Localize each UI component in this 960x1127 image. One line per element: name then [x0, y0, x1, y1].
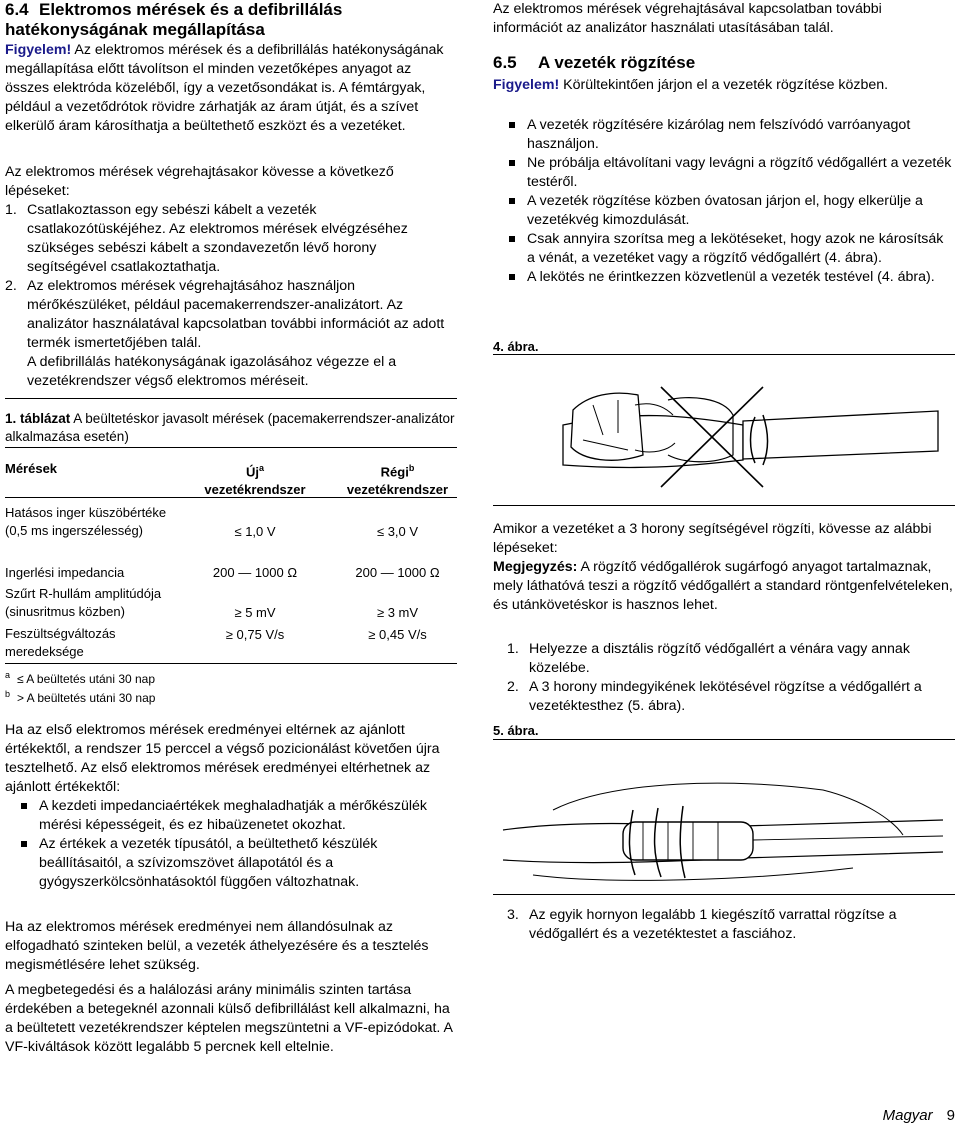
bullet-text: Ne próbálja eltávolítani vagy levágni a rögzítő védőgallért a vezeték testéről.: [527, 155, 952, 190]
row-old-value: [335, 522, 460, 541]
row-old: 0,45 V/s: [379, 627, 427, 642]
table-caption-label: 1. táblázat: [5, 411, 71, 426]
table-footnotes: [5, 668, 457, 706]
row-old-value: [335, 603, 460, 622]
row-sym: ≥: [376, 605, 385, 620]
step-number: 1.: [5, 202, 17, 218]
step-item: [507, 640, 955, 678]
step-3: [507, 906, 955, 944]
table-divider: [5, 398, 457, 399]
bullet-square-icon: [509, 160, 515, 166]
step-item: [5, 277, 457, 391]
bullet-item: [493, 154, 955, 192]
page-number: 9: [946, 1107, 955, 1124]
header-new-label: Új: [245, 464, 259, 480]
footnote-text: ≤ A beültetés utáni 30 nap: [17, 672, 156, 686]
header-old-lead: [335, 459, 460, 499]
figure-4: [493, 354, 955, 506]
note-text: A rögzítő védőgallérok sugárfogó anyagot tartalmaznak, mely láthatóvá teszi a rögzítő védőgallért a standard röntgenfelvételeken, és utánkövetéskor is hasznos lehet.: [493, 559, 953, 613]
right-warning: [493, 76, 955, 95]
footer-language: Magyar: [882, 1107, 933, 1124]
row-sym: ≤: [234, 524, 242, 539]
fixation-steps-list: [507, 640, 955, 716]
bullet-text: Az értékek a vezeték típusától, a beültethető készülék beállításaitól, a szívizomszövet állapotától és a gyógyszerkölcsönhatásoktól függően változhatnak.: [39, 836, 378, 890]
row-label: Hatásos inger küszöbértéke (0,5 ms ingerszélesség): [5, 505, 167, 538]
row-new-value: [195, 603, 315, 622]
row-old: 3,0 V: [387, 524, 419, 539]
bullet-text: A vezeték rögzítése közben óvatosan járjon el, hogy elkerülje a vezetékvég kimozdulását.: [527, 193, 923, 228]
row-label: Szűrt R-hullám amplitúdója (sinusritmus közben): [5, 586, 162, 619]
warning-label: Figyelem!: [493, 77, 560, 93]
para-measurement-deviation: Ha az első elektromos mérések eredményei eltérnek az ajánlott értékektől, a rendszer 15 perccel a végső pozicionálást követően újra tesztelhető. Az első elektromos mérések eredményei eltérhetnek az ajánlott értékektől:: [5, 722, 440, 795]
row-new: 0,75 V/s: [236, 627, 285, 642]
header-measurements: Mérések: [5, 461, 58, 476]
figure-4-illustration: [493, 355, 955, 505]
bullet-square-icon: [509, 122, 515, 128]
note-paragraph: [493, 558, 955, 615]
bullet-square-icon: [509, 236, 515, 242]
step-text: A 3 horony mindegyikének lekötésével rögzítse a védőgallért a vezetéktesthez (5. ábra).: [529, 679, 922, 714]
step-item: [507, 906, 955, 944]
steps-list: [5, 201, 457, 391]
section-title: A vezeték rögzítése: [538, 53, 696, 72]
step-number: 3.: [507, 907, 519, 923]
right-top-paragraph: Az elektromos mérések végrehajtásával kapcsolatban további információt az analizátor használati utasításában talál.: [493, 1, 882, 36]
bullet-square-icon: [509, 198, 515, 204]
table-bottom-rule: [5, 663, 457, 664]
row-label: Ingerlési impedancia: [5, 565, 125, 580]
row-old: 3 mV: [387, 605, 419, 620]
section-number: 6.5: [493, 53, 517, 72]
bullet-text: A vezeték rögzítésére kizárólag nem felszívódó varróanyagot használjon.: [527, 117, 911, 152]
step-number: 2.: [507, 679, 519, 695]
row-sym: ≤: [376, 524, 385, 539]
header-old-label: Régi: [380, 464, 409, 480]
footnote-mark: a: [5, 670, 11, 680]
warning-label: Figyelem!: [5, 42, 72, 58]
footnote: [5, 668, 457, 687]
row-old-value: [335, 625, 460, 644]
header-new-lead: [195, 459, 315, 499]
bullet-square-icon: [509, 274, 515, 280]
row-sym: ≥: [225, 627, 233, 642]
step-extra: A defibrillálás hatékonyságának igazolásához végezze el a vezetékrendszer végső elektromos méréseit.: [27, 354, 397, 389]
figure-5-label: 5. ábra.: [493, 723, 539, 738]
table-caption-text: A beültetéskor javasolt mérések (pacemakerrendszer-analizátor alkalmazása esetén): [5, 411, 455, 444]
row-new: 200 — 1000 Ω: [212, 565, 298, 580]
bullet-text: A kezdeti impedanciaértékek meghaladhatják a mérőkészülék mérési képességeit, és ez hibaüzenetet okozhat.: [39, 798, 428, 833]
warning-paragraph: [5, 41, 457, 136]
figure-4-label: 4. ábra.: [493, 339, 539, 354]
section-heading-6-4: [5, 0, 457, 40]
footnote-text: > A beültetés utáni 30 nap: [17, 691, 156, 705]
fixation-bullets: [493, 116, 955, 287]
row-label: Feszültségváltozás meredeksége: [5, 626, 116, 659]
table-top-rule: [5, 447, 457, 448]
bullet-item: [5, 797, 457, 835]
step-extra: Az elektromos mérések elvégzéséhez szükséges sebészi kábelt a szondavezetőn lévő horony segítségével csatlakoztathatja.: [27, 221, 408, 275]
bullet-square-icon: [21, 803, 27, 809]
bullet-item: [493, 230, 955, 268]
row-sym: ≥: [234, 605, 242, 620]
para-fixation-steps: Amikor a vezetéket a 3 horony segítségével rögzíti, kövesse az alábbi lépéseket:: [493, 521, 932, 556]
step-text: Az egyik hornyon legalább 1 kiegészítő varrattal rögzítse a védőgallért és a vezetéktestet a fasciához.: [529, 907, 897, 942]
step-item: [5, 201, 457, 277]
row-new-value: [195, 625, 315, 644]
section-title-line1: Elektromos mérések és a defibrillálás: [39, 0, 343, 19]
bullet-item: [493, 116, 955, 154]
header-new-sub: vezetékrendszer: [204, 482, 306, 498]
header-new-sup: a: [258, 463, 264, 473]
header-old-sup: b: [408, 463, 415, 473]
row-new-value: [195, 522, 315, 541]
step-item: [507, 678, 955, 716]
step-number: 2.: [5, 278, 17, 294]
bullet-item: [493, 192, 955, 230]
warning-text-2: A fémtárgyak, például a vezetődrótok rövidre zárhatják az áram útját, és a szívet elkerülő áram károsíthatja a beültethető eszközt és a vezetéket.: [5, 80, 426, 134]
bullet-text: A lekötés ne érintkezzen közvetlenül a vezeték testével (4. ábra).: [527, 269, 935, 285]
step-text: Csatlakoztasson egy sebészi kábelt a vezeték csatlakozótüskéjéhez.: [27, 202, 317, 237]
para-defibrillation: A megbetegedési és a halálozási arány minimális szinten tartása érdekében a betegeknél azonnali külső defibrillálást kell alkalmazni, ha a beültetett vezetékrendszer képtelen megszüntetni a VF-epizódokat. A VF-kiváltások között legalább 5 percnek kell eltelnie.: [5, 982, 453, 1055]
figure-5-illustration: [493, 740, 955, 894]
deviation-bullets: [5, 797, 457, 892]
row-new: 5 mV: [245, 605, 276, 620]
warning-text: Az elektromos mérések és a defibrillálás hatékonyságának megállapítása előtt távolítson el minden vezetőképes anyagot az összes elektróda közeléből, így a vezetősondákat is.: [5, 42, 444, 96]
page-footer: [883, 1106, 955, 1125]
header-old-sub: vezetékrendszer: [346, 482, 449, 498]
warning-text: Körültekintően járjon el a vezeték rögzítése közben.: [559, 77, 889, 93]
step-text: Az elektromos mérések végrehajtásához használjon mérőkészüléket, például pacemakerrendszer-analizátort. Az analizátor használatával kapcsolatban további információt az adott termék ismertetőjében talál.: [27, 278, 445, 351]
figure-5: [493, 739, 955, 895]
section-heading-6-5: [493, 53, 955, 73]
footnote: [5, 687, 457, 706]
bullet-item: [5, 835, 457, 892]
table-header-rule: [5, 497, 457, 498]
bullet-square-icon: [21, 841, 27, 847]
row-new: 1,0 V: [245, 524, 276, 539]
step-text: Helyezze a disztális rögzítő védőgallért a vénára vagy annak közelébe.: [529, 641, 910, 676]
step-number: 1.: [507, 641, 519, 657]
intro-paragraph: Az elektromos mérések végrehajtásakor kövesse a következő lépéseket:: [5, 164, 394, 199]
para-unstable: Ha az elektromos mérések eredményei nem állandósulnak az elfogadható szinteken belül, a vezeték áthelyezésére és a tesztelés megismétlésére lehet szükség.: [5, 919, 429, 973]
bullet-text: Csak annyira szorítsa meg a lekötéseket, hogy azok ne károsítsák a vénát, a vezetéket vagy a rögzítő védőgallért (4. ábra).: [527, 231, 944, 266]
measurements-table: [5, 447, 457, 669]
row-sym: ≥: [368, 627, 376, 642]
bullet-item: [493, 268, 955, 287]
section-number: 6.4: [5, 0, 29, 19]
footnote-mark: b: [5, 689, 11, 699]
note-label: Megjegyzés:: [493, 559, 578, 575]
row-old: 200 — 1000 Ω: [355, 565, 440, 580]
table-caption: [5, 410, 457, 446]
section-title-line2: hatékonyságának megállapítása: [5, 20, 265, 39]
